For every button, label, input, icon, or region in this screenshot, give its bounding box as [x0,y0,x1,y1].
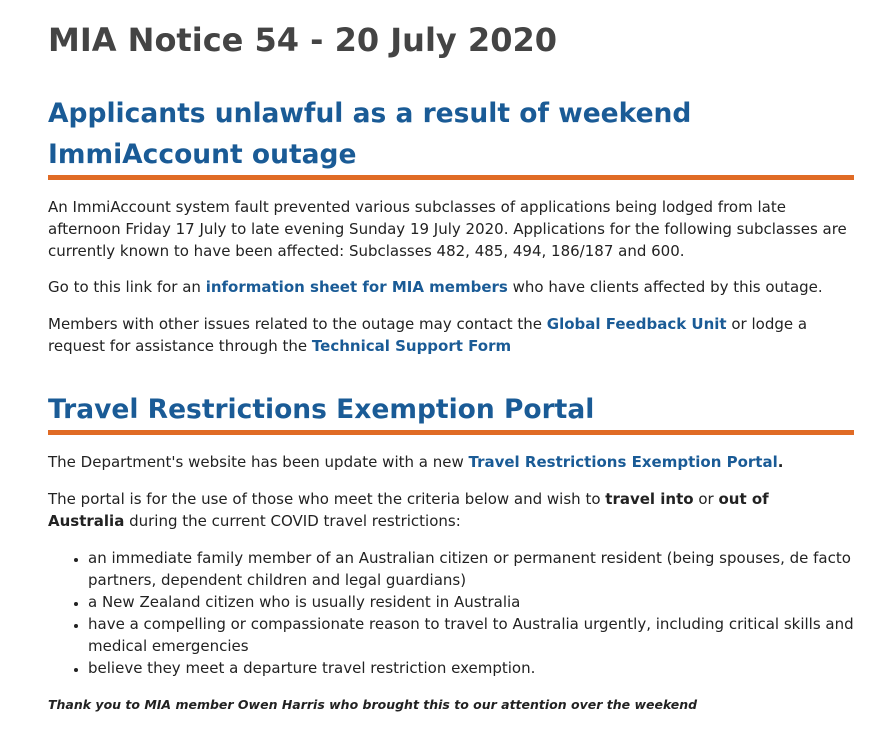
info-sheet-text-post: who have clients affected by this outage. [507,278,823,296]
criteria-list [48,547,854,679]
out-of-australia-bold: out of Australia [48,490,769,530]
list-item: • an immediate family member of an Australian citizen or permanent resident (being spouses, de facto partners, dependent children and legal guardians) [88,547,854,591]
page-title: MIA Notice 54 - 20 July 2020 [48,21,557,59]
portal-update-text-pre: The Department's website has been update with a new [48,453,469,471]
portal-purpose-text-pre: The portal is for the use of those who meet the criteria below and wish to [48,490,606,508]
section-divider [48,430,854,435]
portal-purpose-text-post: during the current COVID travel restrictions: [124,512,461,530]
section-heading-portal: Travel Restrictions Exemption Portal [48,394,595,425]
contact-text-pre: Members with other issues related to the outage may contact the [48,315,547,333]
travel-into-bold: travel into [605,490,694,508]
contact-paragraph [48,313,838,357]
global-feedback-unit-link[interactable]: Global Feedback Unit [546,315,727,333]
portal-purpose-paragraph [48,488,808,532]
info-sheet-paragraph [48,276,854,298]
info-sheet-link[interactable]: information sheet for MIA members [205,278,508,296]
list-item: • a New Zealand citizen who is usually resident in Australia [88,591,854,613]
thanks-note: Thank you to MIA member Owen Harris who brought this to our attention over the weekend [48,697,698,712]
list-item: • believe they meet a departure travel restriction exemption. [88,657,854,679]
portal-update-paragraph [48,451,854,473]
outage-paragraph: An ImmiAccount system fault prevented various subclasses of applications being lodged from late afternoon Friday 17 July to late evening Sunday 19 July 2020. Applications for the following subclasses are currently known to have been affected: Subclasses 482, 485, 494, 186/187 and 600. [48,198,847,260]
section-heading-outage: Applicants unlawful as a result of weekend ImmiAccount outage [48,98,692,170]
section-divider [48,175,854,180]
contact-text-mid: or lodge a request for assistance through the [48,315,808,355]
info-sheet-text-pre: Go to this link for an [48,278,206,296]
technical-support-form-link[interactable]: Technical Support Form [311,337,512,355]
travel-exemption-portal-link[interactable]: Travel Restrictions Exemption Portal [468,453,778,471]
portal-update-text-post: . [777,453,784,471]
portal-purpose-text-mid: or [693,490,719,508]
list-item: • have a compelling or compassionate reason to travel to Australia urgently, including critical skills and medical emergencies [88,613,854,657]
